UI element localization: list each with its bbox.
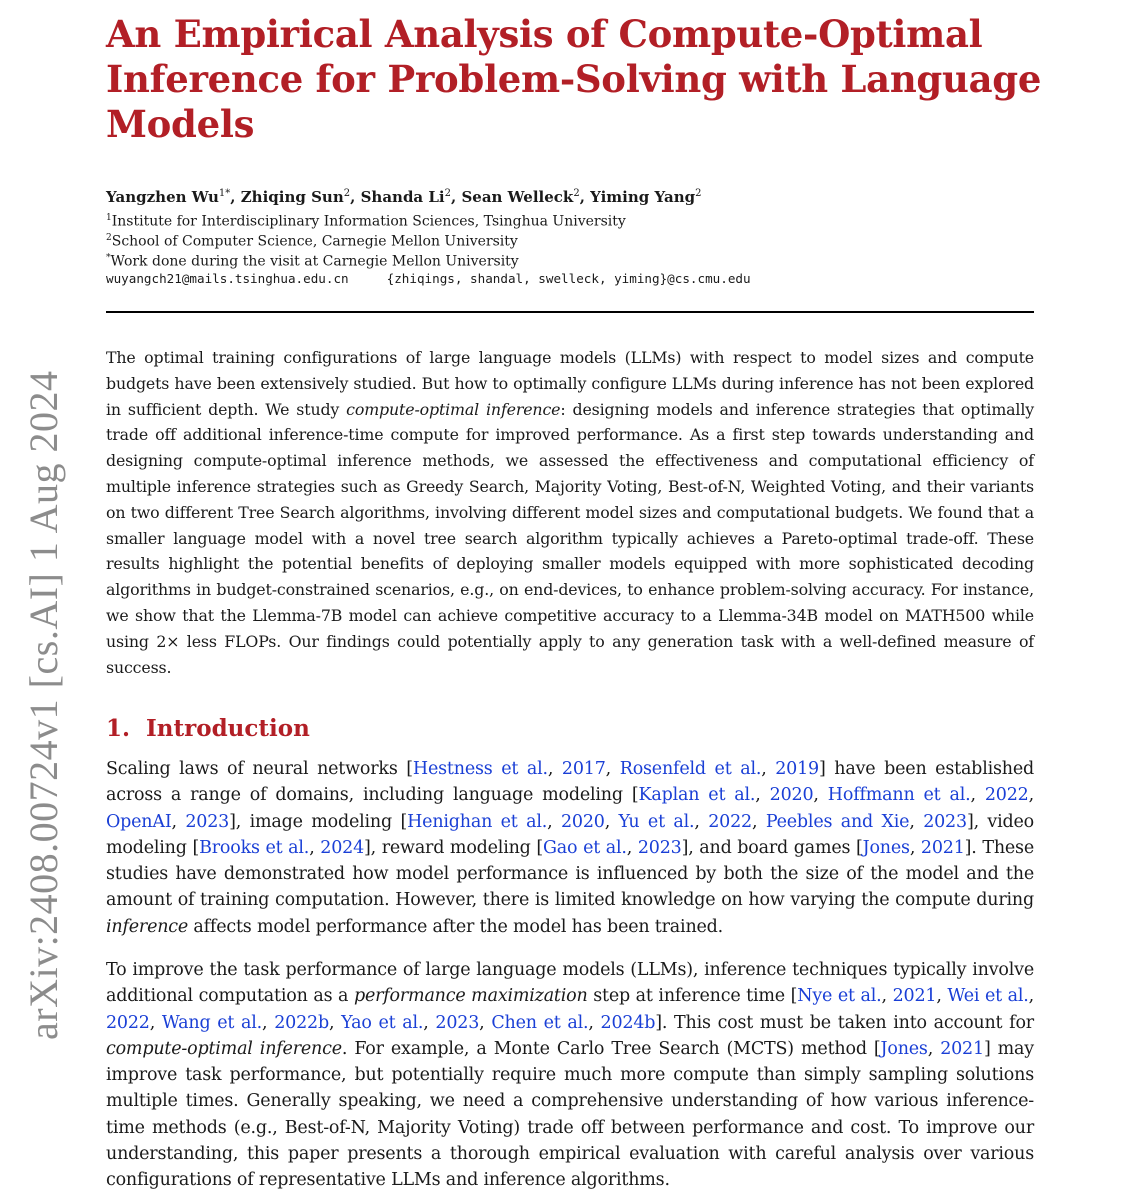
author-affiliation-mark: 2 [444, 188, 451, 199]
affiliation-mark: 1 [106, 213, 112, 223]
abstract [106, 345, 1034, 680]
citation-link[interactable]: Yu et al. [618, 811, 695, 832]
citation-link[interactable]: Jones [862, 837, 910, 858]
citation-link[interactable]: Gao et al. [543, 837, 627, 858]
author-name: Yiming Yang [590, 188, 696, 206]
citation-link[interactable]: Henighan et al. [407, 811, 548, 832]
citation-link[interactable]: OpenAI [106, 811, 172, 832]
citation-link[interactable]: Peebles and Xie [765, 811, 910, 832]
citation-link[interactable]: 2024 [320, 837, 365, 858]
abstract-text: : designing models and inference strategies that optimally trade off additional inference-time compute for improved performance. As a first step towards understanding and designing compute-optimal inference methods, we assessed the effectiveness and computational efficiency of multiple inference strategies such as Greedy Search, Majority Voting, Best-of-N, Weighted Voting, and their variants on two different Tree Search algorithms, involving different model sizes and computational budgets. We found that a smaller language model with a novel tree search algorithm typically achieves a Pareto-optimal trade-off. These results highlight the potential benefits of deploying smaller models equipped with more sophisticated decoding algorithms in budget-constrained scenarios, e.g., on end-devices, to enhance problem-solving accuracy. For instance, we show that the Llemma-7B model can achieve competitive accuracy to a Llemma-34B model on MATH500 while using 2× less FLOPs. Our findings could potentially apply to any generation task with a well-defined measure of success. [106, 399, 1034, 677]
affiliation-mark: * [106, 253, 111, 263]
citation-link[interactable]: 2023 [923, 811, 967, 832]
citation-link[interactable]: Kaplan et al. [638, 785, 756, 806]
author-affiliation-mark: 2 [695, 188, 702, 199]
citation-link[interactable]: 2022 [106, 1012, 150, 1033]
citation-link[interactable]: 2023 [637, 837, 682, 858]
abstract-text: The optimal training configurations of large language models (LLMs) with respect to model sizes and compute budgets have been extensively studied. But how to optimally configure LLMs during inference has not been explored in sufficient depth. We study [106, 348, 1034, 419]
author-name: Sean Welleck [461, 188, 574, 206]
citation-link[interactable]: Wang et al. [161, 1012, 263, 1033]
intro-paragraph-1: Scaling laws of neural networks [Hestness et al., 2017, Rosenfeld et al., 2019] have been established across a range of domains, including language modeling [Kaplan et al., 2020, Hoffmann et al., 2022, OpenAI, 2023], image modeling [Henighan et al., 2020, Yu et al., 2022, Peebles and Xie, 2023], video modeling [Brooks et al., 2024], reward modeling [Gao et al., 2023], and board games [Jones, 2021]. These studies have demonstrated how model performance is influenced by both the size of the model and the amount of training computation. However, there is limited knowledge on how varying the compute during inference affects model performance after the model has been trained. [106, 759, 1034, 937]
paper-title: An Empirical Analysis of Compute-Optimal Inference for Problem-Solving with Language Models [106, 12, 1042, 146]
citation-link[interactable]: 2023 [185, 811, 230, 832]
section-heading [106, 712, 310, 746]
author-name: Yangzhen Wu [106, 188, 219, 206]
citation-link[interactable]: Nye et al. [797, 986, 882, 1007]
author-name: Zhiqing Sun [240, 188, 344, 206]
affiliation-text: Work done during the visit at Carnegie Mellon University [110, 253, 519, 270]
header-divider [106, 311, 1034, 313]
citation-link[interactable]: Brooks et al. [199, 837, 310, 858]
author-name: Shanda Li [360, 188, 445, 206]
citation-link[interactable]: 2023 [435, 1012, 480, 1033]
citation-link[interactable]: 2021 [920, 837, 965, 858]
email-line [106, 269, 751, 289]
author-affiliation-mark: 1* [218, 188, 231, 199]
abstract-emphasis: compute-optimal inference [346, 399, 561, 419]
citation-link[interactable]: 2022b [274, 1012, 329, 1033]
citation-link[interactable]: Yao et al. [341, 1012, 424, 1033]
author-list: Yangzhen $Wu^{1*}$, Zhiqing Sun$^2$, Shanda Li$^2$, Sean Welleck$^2$, Yiming Yang$^2$ [106, 188, 702, 206]
affiliation-mark: 2 [106, 233, 112, 243]
citation-link[interactable]: Hestness et al. [412, 759, 548, 779]
arxiv-identifier-stamp: arXiv:2408.00724v1 [cs.AI] 1 Aug 2024 [21, 370, 66, 1040]
citation-link[interactable]: 2020 [560, 811, 605, 832]
citation-link[interactable]: Hoffmann et al. [827, 785, 971, 806]
citation-link[interactable]: 2021 [892, 986, 937, 1007]
author-affiliation-mark: 2 [343, 188, 351, 199]
section-title: Introduction [146, 715, 310, 742]
citation-link[interactable]: 2024b [600, 1012, 656, 1033]
affiliation-text: School of Computer Science, Carnegie Mellon University [111, 233, 518, 250]
citation-link[interactable]: 2021 [940, 1038, 984, 1059]
section-number: 1. [106, 715, 131, 742]
citation-link[interactable]: Jones [880, 1038, 928, 1059]
citation-link[interactable]: 2020 [769, 785, 814, 806]
citation-link[interactable]: Rosenfeld et al. [619, 759, 762, 779]
citation-link[interactable]: 2022 [708, 811, 752, 832]
email-address[interactable]: {zhiqings, shandal, swelleck, yiming}@cs.cmu.edu [386, 271, 751, 286]
citation-link[interactable]: 2022 [984, 785, 1029, 806]
email-address[interactable]: wuyangch21@mails.tsinghua.edu.cn [106, 271, 349, 286]
affiliation-text: Institute for Interdisciplinary Information Sciences, Tsinghua University [111, 213, 626, 230]
citation-link[interactable]: Chen et al. [491, 1012, 589, 1033]
citation-link[interactable]: 2017 [561, 759, 606, 779]
intro-paragraph-2: To improve the task performance of large language models (LLMs), inference techniques typically involve additional computation as a performance maximization step at inference time [Nye et al., 2021, Wei et al., 2022, Wang et al., 2022b, Yao et al., 2023, Chen et al., 2024b]. This cost must be taken into account for compute-optimal inference. For example, a Monte Carlo Tree Search (MCTS) method [Jones, 2021] may improve task performance, but potentially require much more compute than simply sampling solutions multiple times. Generally speaking, we need a comprehensive understanding of how various inference-time methods (e.g., Best-of-N, Majority Voting) trade off between performance and cost. To improve our understanding, this paper presents a thorough empirical evaluation with careful analysis over various configurations of representative LLMs and inference algorithms. [106, 960, 1034, 1191]
citation-link[interactable]: Wei et al. [947, 986, 1029, 1007]
citation-link[interactable]: 2019 [775, 759, 819, 779]
author-affiliation-mark: 2 [573, 188, 580, 199]
